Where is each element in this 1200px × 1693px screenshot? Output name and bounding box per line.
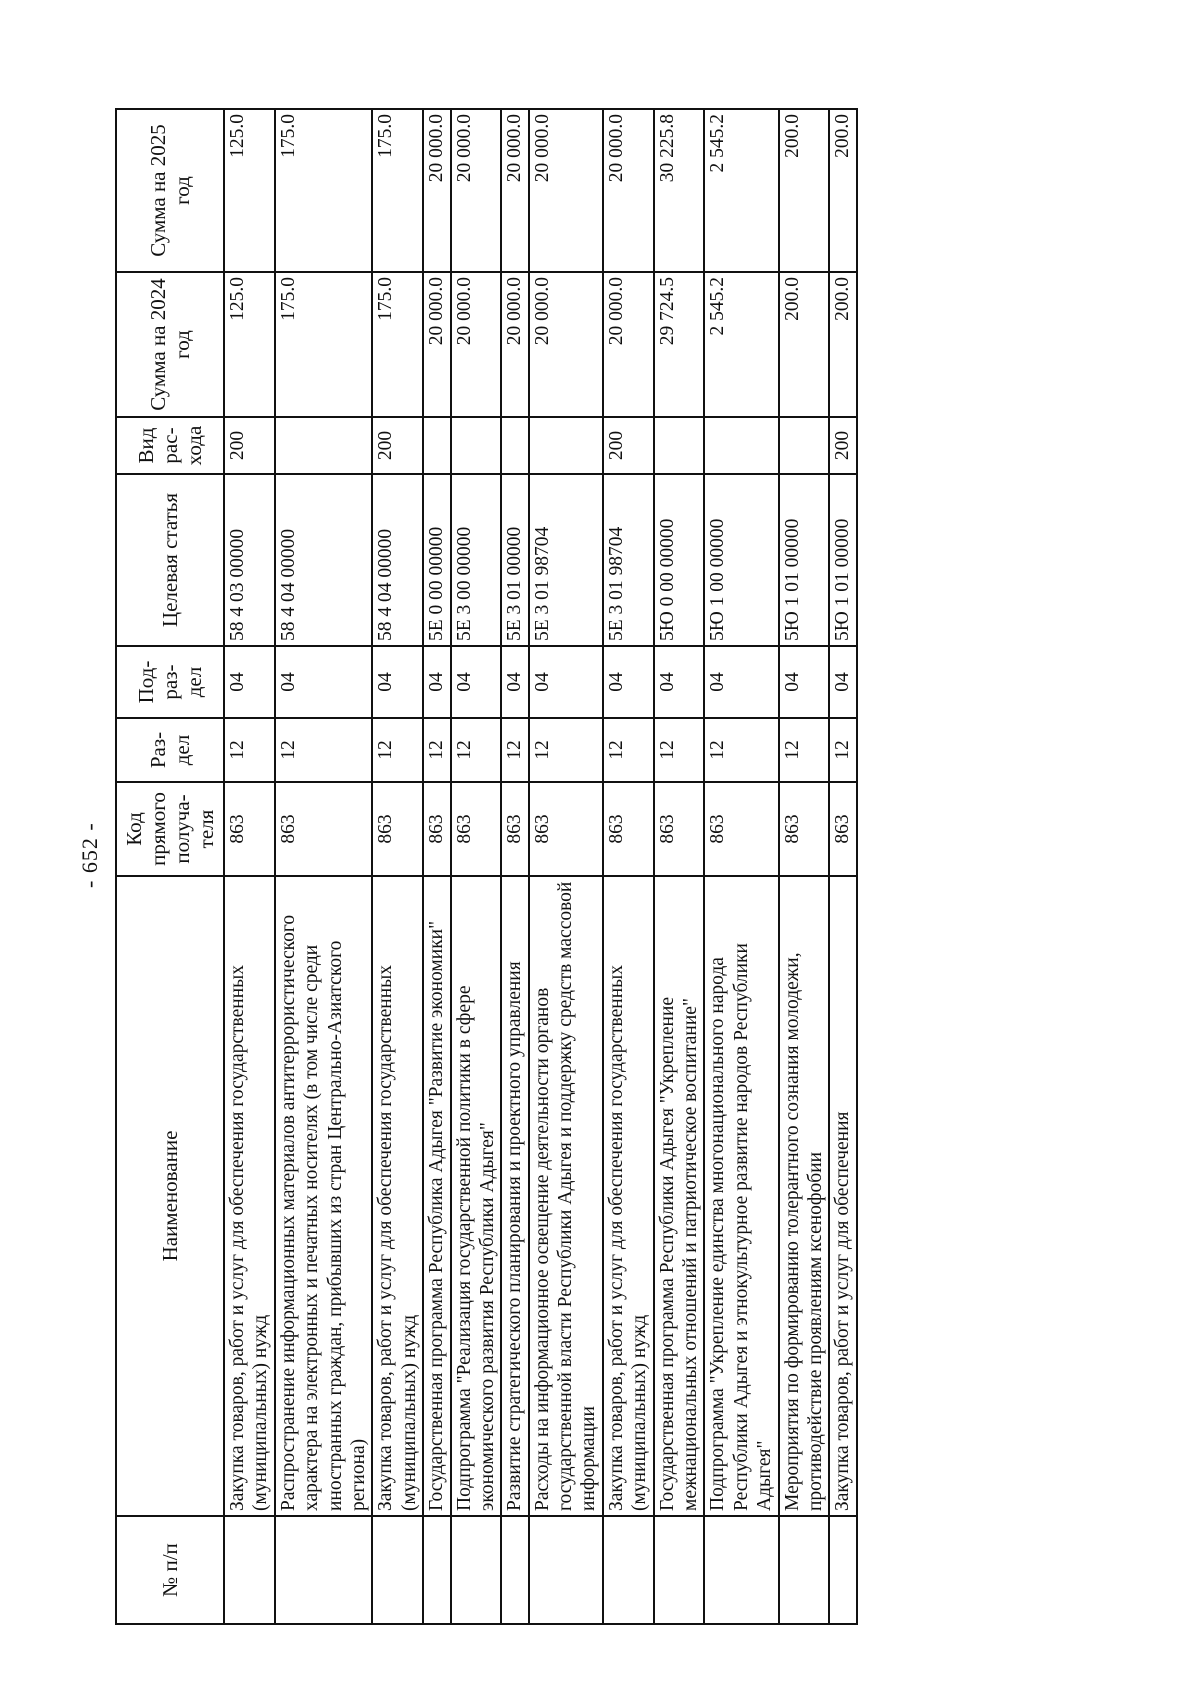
cell-num (501, 1516, 528, 1624)
cell-num (654, 1516, 705, 1624)
table-row (704, 109, 778, 1624)
budget-table (115, 108, 858, 1625)
table-row (779, 109, 830, 1624)
table-row (275, 109, 373, 1624)
cell-subsection: 04 (829, 646, 856, 718)
cell-sum-2025: 20 000.0 (603, 109, 654, 272)
cell-name: Закупка товаров, работ и услуг для обеспечения государственных (муниципальных) нужд (224, 876, 275, 1516)
header-subsection: Под-раз-дел (116, 646, 224, 718)
cell-section: 12 (423, 718, 450, 782)
cell-recipient-code: 863 (372, 782, 423, 876)
header-expense: Вид рас-хода (116, 417, 224, 474)
cell-subsection: 04 (654, 646, 705, 718)
cell-sum-2024: 200.0 (829, 272, 856, 417)
cell-name: Подпрограмма "Реализация государственной политики в сфере экономического развития Республики Адыгея" (451, 876, 502, 1516)
cell-sum-2024: 20 000.0 (529, 272, 603, 417)
header-recipient: Код прямого получа-теля (116, 782, 224, 876)
cell-sum-2024: 175.0 (372, 272, 423, 417)
cell-num (603, 1516, 654, 1624)
cell-name: Подпрограмма "Укрепление единства многонационального народа Республики Адыгея и этнокультурное развитие народов Республики Адыгея" (704, 876, 778, 1516)
table-row (451, 109, 502, 1624)
cell-num (529, 1516, 603, 1624)
cell-sum-2024: 175.0 (275, 272, 373, 417)
table-row (501, 109, 528, 1624)
cell-recipient-code: 863 (603, 782, 654, 876)
table-row (372, 109, 423, 1624)
cell-recipient-code: 863 (529, 782, 603, 876)
cell-num (275, 1516, 373, 1624)
cell-target-article: 5Е 3 01 98704 (603, 474, 654, 646)
cell-target-article: 5Ю 1 01 00000 (829, 474, 856, 646)
cell-sum-2024: 2 545.2 (704, 272, 778, 417)
cell-expense-type (704, 417, 778, 474)
cell-sum-2025: 200.0 (829, 109, 856, 272)
cell-expense-type: 200 (372, 417, 423, 474)
cell-target-article: 5Ю 0 00 00000 (654, 474, 705, 646)
cell-sum-2024: 20 000.0 (501, 272, 528, 417)
cell-num (372, 1516, 423, 1624)
cell-subsection: 04 (224, 646, 275, 718)
cell-sum-2024: 125.0 (224, 272, 275, 417)
cell-recipient-code: 863 (451, 782, 502, 876)
cell-sum-2025: 2 545.2 (704, 109, 778, 272)
cell-subsection: 04 (704, 646, 778, 718)
cell-sum-2025: 175.0 (275, 109, 373, 272)
cell-recipient-code: 863 (423, 782, 450, 876)
cell-sum-2025: 175.0 (372, 109, 423, 272)
header-sum-2024: Сумма на 2024 год (116, 272, 224, 417)
cell-num (829, 1516, 856, 1624)
cell-target-article: 5Ю 1 00 00000 (704, 474, 778, 646)
cell-sum-2025: 20 000.0 (423, 109, 450, 272)
cell-sum-2025: 30 225.8 (654, 109, 705, 272)
cell-target-article: 5Ю 1 01 00000 (779, 474, 830, 646)
page-number: - 652 - (77, 822, 102, 888)
cell-name: Государственная программа Республики Адыгея "Укрепление межнациональных отношений и патриотическое воспитание" (654, 876, 705, 1516)
cell-expense-type (529, 417, 603, 474)
cell-expense-type: 200 (829, 417, 856, 474)
cell-subsection: 04 (451, 646, 502, 718)
header-sum-2025: Сумма на 2025 год (116, 109, 224, 272)
cell-recipient-code: 863 (501, 782, 528, 876)
cell-recipient-code: 863 (779, 782, 830, 876)
cell-name: Распространение информационных материалов антитеррористического характера на электронных и печатных носителях (в том числе среди иностранных граждан, прибывших из стран Центрально-Азиатского региона) (275, 876, 373, 1516)
cell-section: 12 (603, 718, 654, 782)
cell-section: 12 (529, 718, 603, 782)
cell-recipient-code: 863 (275, 782, 373, 876)
cell-recipient-code: 863 (829, 782, 856, 876)
table-header-row (116, 109, 224, 1624)
cell-expense-type (501, 417, 528, 474)
cell-subsection: 04 (275, 646, 373, 718)
cell-sum-2024: 29 724.5 (654, 272, 705, 417)
cell-target-article: 5Е 3 01 00000 (501, 474, 528, 646)
cell-name: Закупка товаров, работ и услуг для обеспечения государственных (муниципальных) нужд (603, 876, 654, 1516)
cell-sum-2024: 200.0 (779, 272, 830, 417)
cell-section: 12 (451, 718, 502, 782)
header-num: № п/п (116, 1516, 224, 1624)
cell-section: 12 (654, 718, 705, 782)
cell-target-article: 58 4 04 00000 (275, 474, 373, 646)
table-row (423, 109, 450, 1624)
cell-target-article: 58 4 04 00000 (372, 474, 423, 646)
cell-name: Расходы на информационное освещение деятельности органов государственной власти Республики Адыгея и поддержку средств массовой информации (529, 876, 603, 1516)
table-body (224, 109, 857, 1624)
header-section: Раз-дел (116, 718, 224, 782)
cell-section: 12 (704, 718, 778, 782)
cell-expense-type (451, 417, 502, 474)
cell-recipient-code: 863 (654, 782, 705, 876)
cell-recipient-code: 863 (704, 782, 778, 876)
table-row (654, 109, 705, 1624)
cell-section: 12 (829, 718, 856, 782)
cell-sum-2025: 125.0 (224, 109, 275, 272)
cell-recipient-code: 863 (224, 782, 275, 876)
cell-expense-type (423, 417, 450, 474)
cell-sum-2024: 20 000.0 (451, 272, 502, 417)
cell-expense-type: 200 (224, 417, 275, 474)
cell-expense-type (779, 417, 830, 474)
cell-target-article: 58 4 03 00000 (224, 474, 275, 646)
cell-num (423, 1516, 450, 1624)
cell-subsection: 04 (423, 646, 450, 718)
cell-section: 12 (501, 718, 528, 782)
cell-target-article: 5Е 3 00 00000 (451, 474, 502, 646)
cell-sum-2024: 20 000.0 (603, 272, 654, 417)
table-row (224, 109, 275, 1624)
cell-sum-2025: 200.0 (779, 109, 830, 272)
cell-num (451, 1516, 502, 1624)
cell-name: Развитие стратегического планирования и проектного управления (501, 876, 528, 1516)
cell-num (704, 1516, 778, 1624)
cell-subsection: 04 (372, 646, 423, 718)
cell-target-article: 5Е 0 00 00000 (423, 474, 450, 646)
cell-sum-2025: 20 000.0 (501, 109, 528, 272)
cell-subsection: 04 (779, 646, 830, 718)
cell-name: Государственная программа Республика Адыгея "Развитие экономики" (423, 876, 450, 1516)
cell-section: 12 (224, 718, 275, 782)
cell-section: 12 (275, 718, 373, 782)
cell-target-article: 5Е 3 01 98704 (529, 474, 603, 646)
cell-expense-type (654, 417, 705, 474)
cell-sum-2025: 20 000.0 (451, 109, 502, 272)
table-row (529, 109, 603, 1624)
cell-name: Закупка товаров, работ и услуг для обеспечения государственных (муниципальных) нужд (372, 876, 423, 1516)
cell-subsection: 04 (529, 646, 603, 718)
cell-section: 12 (372, 718, 423, 782)
cell-name: Мероприятия по формированию толерантного сознания молодежи, противодействие проявлениям ксенофобии (779, 876, 830, 1516)
header-name: Наименование (116, 876, 224, 1516)
cell-name: Закупка товаров, работ и услуг для обеспечения (829, 876, 856, 1516)
cell-section: 12 (779, 718, 830, 782)
cell-sum-2025: 20 000.0 (529, 109, 603, 272)
table-row (603, 109, 654, 1624)
cell-num (224, 1516, 275, 1624)
cell-subsection: 04 (501, 646, 528, 718)
cell-subsection: 04 (603, 646, 654, 718)
table-row (829, 109, 856, 1624)
cell-sum-2024: 20 000.0 (423, 272, 450, 417)
header-target: Целевая статья (116, 474, 224, 646)
cell-expense-type (275, 417, 373, 474)
cell-num (779, 1516, 830, 1624)
cell-expense-type: 200 (603, 417, 654, 474)
